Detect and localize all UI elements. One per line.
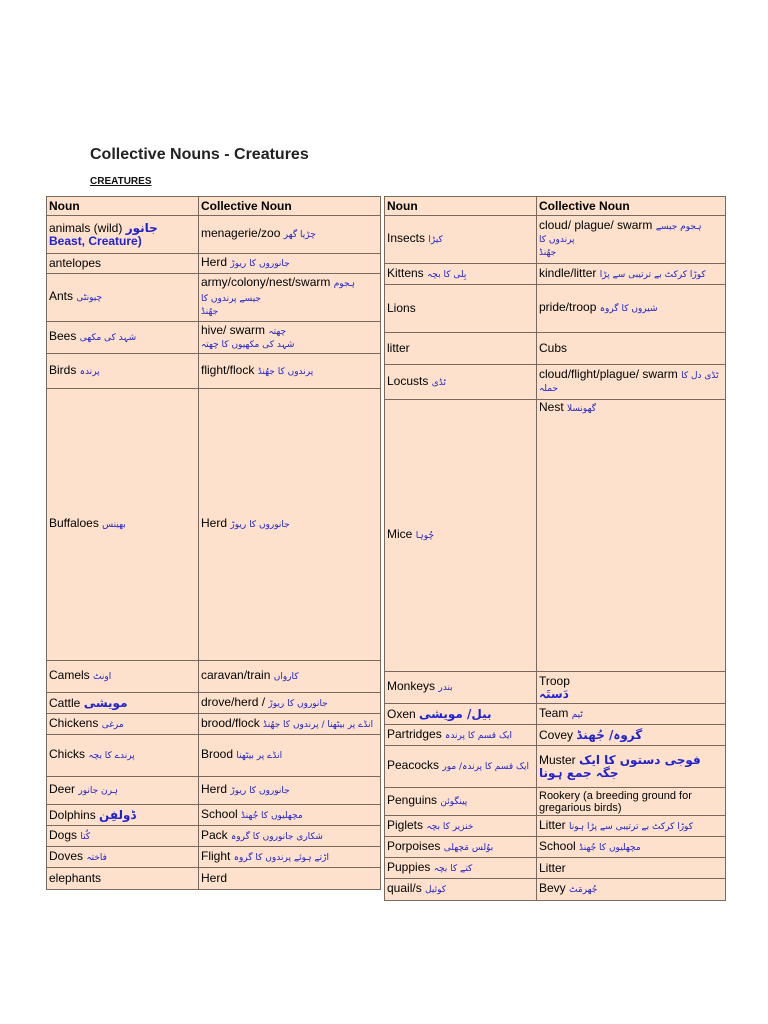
collective-cell: [199, 735, 381, 777]
collective-urdu: فوجی دستوں کا ایک جگہ جمع ہونا: [539, 752, 701, 780]
collective-text: Litter: [539, 860, 566, 875]
collective-urdu: شیروں کا گروہ: [599, 304, 658, 314]
noun-cell: [47, 805, 199, 826]
collective-text: Bevy: [539, 881, 566, 895]
table-row: [47, 354, 381, 389]
collective-text: Litter: [539, 817, 566, 832]
collective-text: pride/troop: [539, 300, 597, 314]
noun-cell: [385, 858, 537, 879]
noun-text: litter: [387, 341, 410, 355]
collective-cell: [199, 389, 381, 661]
noun-urdu: اونٹ: [93, 672, 112, 682]
noun-cell: [47, 693, 199, 714]
noun-urdu: کتے کا بچہ: [433, 863, 473, 874]
collective-cell: [537, 285, 726, 333]
collective-text: kindle/litter: [539, 265, 597, 280]
left-nouns-table: [46, 196, 381, 890]
table-row: [47, 805, 381, 826]
noun-cell: [385, 704, 537, 725]
noun-cell: [47, 661, 199, 693]
collective-text: School: [201, 806, 238, 821]
collective-urdu-2: شہد کی مکھیوں کا چھتہ: [201, 339, 295, 350]
collective-cell: [199, 254, 381, 274]
collective-cell: [199, 826, 381, 847]
collective-cell: [537, 333, 726, 365]
collective-text: drove/herd /: [201, 694, 266, 709]
collective-text: Pack: [201, 827, 228, 842]
noun-cell: [47, 777, 199, 805]
noun-cell: [47, 847, 199, 868]
noun-text: Chicks: [49, 747, 86, 761]
noun-cell: [385, 264, 537, 285]
collective-urdu-3: جھُنڈ: [539, 248, 557, 258]
noun-urdu: ایک قسم کا پرندہ: [445, 730, 513, 741]
collective-text: army/colony/nest/swarm: [201, 275, 331, 289]
noun-text: Birds: [49, 362, 77, 377]
collective-urdu: جانوروں کا ریوڑ: [268, 698, 328, 709]
collective-text: Flight: [201, 848, 231, 863]
collective-urdu: ہجوم جیسے پرندوں کا: [201, 279, 356, 304]
collective-urdu: انڈے پر بیٹھنا: [236, 751, 283, 761]
collective-cell: [199, 693, 381, 714]
noun-text: Cattle: [49, 695, 81, 710]
table-row: [385, 672, 726, 704]
collective-urdu: ٹڈی دل کا: [681, 371, 719, 381]
noun-urdu: بیل/ مویشی: [419, 706, 492, 721]
noun-text: Porpoises: [387, 838, 441, 853]
collective-text: Covey: [539, 727, 574, 742]
collective-text: Team: [539, 705, 569, 720]
table-row: [47, 661, 381, 693]
noun-cell: [385, 216, 537, 264]
collective-text: flight/flock: [201, 362, 255, 377]
header-noun: Noun: [47, 197, 199, 216]
collective-urdu: چڑیا گھر: [283, 230, 316, 240]
noun-cell: [47, 254, 199, 274]
table-header-row: [385, 197, 726, 216]
noun-urdu: مویشی: [83, 695, 128, 710]
collective-text: brood/flock: [201, 715, 260, 730]
collective-urdu-2: جھُنڈ: [201, 307, 219, 317]
noun-text: Oxen: [387, 706, 416, 721]
collective-urdu: ٹیم: [571, 709, 583, 720]
table-row: [385, 216, 726, 264]
noun-urdu: بوُلس مَچھلی: [443, 842, 494, 853]
table-row: [385, 746, 726, 788]
collective-text: hive/ swarm: [201, 322, 266, 337]
header-collective: Collective Noun: [537, 197, 726, 216]
collective-urdu: کارواں: [273, 672, 299, 682]
collective-cell: [199, 274, 381, 322]
collective-cell: [199, 354, 381, 389]
collective-cell: [537, 879, 726, 901]
noun-text: Buffaloes: [49, 516, 99, 530]
noun-text: Deer: [49, 782, 76, 796]
noun-cell: [385, 879, 537, 901]
collective-cell: [199, 868, 381, 890]
collective-cell: [199, 847, 381, 868]
collective-urdu: گھونسلا: [567, 404, 597, 414]
noun-urdu: پرندے کا بچہ: [88, 751, 135, 761]
noun-cell: [385, 400, 537, 672]
noun-text: Bees: [49, 329, 77, 343]
collective-urdu: چھتہ: [268, 326, 287, 337]
noun-cell: [385, 725, 537, 746]
collective-text: Troop: [539, 673, 570, 688]
noun-cell: [385, 816, 537, 837]
noun-text: Peacocks: [387, 758, 440, 772]
noun-cell: [47, 868, 199, 890]
noun-cell: [47, 322, 199, 354]
collective-cell: [537, 816, 726, 837]
collective-text: Muster: [539, 752, 576, 767]
collective-cell: [199, 805, 381, 826]
noun-urdu: جانور: [125, 220, 158, 235]
table-row: [47, 693, 381, 714]
noun-urdu: ڈولفِن: [99, 807, 136, 822]
noun-urdu: بھینس: [102, 520, 126, 530]
collective-text: menagerie/zoo: [201, 226, 281, 240]
section-subtitle: CREATURES: [90, 176, 152, 187]
table-row: [47, 216, 381, 254]
collective-cell: [199, 777, 381, 805]
noun-text: Camels: [49, 668, 90, 682]
collective-urdu: پرندوں کا جھُنڈ: [257, 366, 314, 377]
noun-text: Dogs: [49, 827, 78, 842]
table-row: [47, 847, 381, 868]
collective-cell: [537, 672, 726, 704]
noun-urdu: کُتا: [80, 831, 91, 842]
collective-urdu: جُھرمَٹ: [569, 885, 598, 895]
noun-text: elephants: [49, 871, 102, 885]
table-header-row: [47, 197, 381, 216]
table-row: [47, 322, 381, 354]
collective-cell: [199, 661, 381, 693]
collective-cell: [199, 216, 381, 254]
collective-cell: [537, 400, 726, 672]
right-nouns-table: [384, 196, 726, 901]
collective-cell: [537, 264, 726, 285]
noun-urdu: مرغی: [101, 719, 124, 730]
noun-text: Insects: [387, 231, 426, 245]
collective-text: Rookery: [539, 789, 580, 802]
header-collective: Collective Noun: [199, 197, 381, 216]
noun-cell: [47, 354, 199, 389]
collective-text: Herd: [201, 871, 228, 885]
table-row: [47, 826, 381, 847]
noun-text: Piglets: [387, 817, 424, 832]
table-row: [47, 254, 381, 274]
collective-cell: [537, 837, 726, 858]
collective-urdu: انڈے پر بیٹھنا / پرندوں کا جھُنڈ: [263, 719, 374, 730]
table-row: [47, 735, 381, 777]
noun-urdu: بِلی کا بچہ: [427, 269, 467, 280]
table-row: [385, 365, 726, 400]
noun-cell: [47, 389, 199, 661]
noun-urdu: پرندہ: [79, 366, 100, 377]
table-row: [385, 725, 726, 746]
noun-extra: Beast, Creature): [49, 233, 142, 248]
noun-urdu: پینگوئن: [440, 797, 468, 807]
noun-text: Mice: [387, 527, 413, 541]
noun-text: Partridges: [387, 726, 442, 741]
collective-text: cloud/flight/plague/ swarm: [539, 367, 678, 381]
collective-urdu-2: حملہ: [539, 384, 559, 394]
noun-text: Dolphins: [49, 807, 96, 822]
collective-text: Cubs: [539, 341, 568, 355]
noun-urdu: کیڑا: [428, 235, 443, 245]
noun-cell: [47, 826, 199, 847]
collective-urdu: کوڑا کرکٹ بے ترتیبی سے پڑا: [599, 269, 706, 280]
noun-cell: [385, 333, 537, 365]
collective-cell: [199, 322, 381, 354]
table-row: [385, 837, 726, 858]
noun-text: Penguins: [387, 793, 438, 807]
noun-text: quail/s: [387, 881, 422, 895]
collective-text: Brood: [201, 747, 234, 761]
noun-urdu: ایک قسم کا پرندہ/ مور: [442, 762, 530, 772]
collective-cell: [537, 216, 726, 264]
collective-urdu-2: پرندوں کا: [539, 235, 575, 245]
collective-text: cloud/ plague/ swarm: [539, 218, 653, 232]
collective-cell: [537, 725, 726, 746]
noun-cell: [47, 735, 199, 777]
table-row: [385, 285, 726, 333]
header-noun: Noun: [385, 197, 537, 216]
table-row: [385, 264, 726, 285]
collective-cell: [537, 746, 726, 788]
collective-text: Nest: [539, 400, 564, 414]
table-row: [385, 879, 726, 901]
collective-urdu: اڑتے ہوئے پرندوں کا گروہ: [233, 852, 330, 863]
collective-cell: [537, 858, 726, 879]
noun-cell: [385, 837, 537, 858]
noun-cell: [385, 788, 537, 816]
noun-text: Ants: [49, 289, 74, 303]
noun-cell: [385, 365, 537, 400]
noun-urdu: بندر: [438, 683, 453, 693]
noun-text: Chickens: [49, 715, 99, 730]
noun-cell: [385, 285, 537, 333]
collective-urdu: ہجوم جیسے: [655, 222, 702, 232]
noun-urdu: ہرن جانور: [78, 786, 118, 796]
collective-cell: [199, 714, 381, 735]
table-row: [385, 816, 726, 837]
noun-urdu: شہد کی مکھی: [79, 333, 137, 343]
noun-text: Lions: [387, 301, 416, 315]
noun-cell: [47, 714, 199, 735]
collective-urdu: مچھلیوں کا جُھنڈ: [579, 842, 641, 853]
collective-text: Herd: [201, 516, 228, 530]
noun-text: Kittens: [387, 265, 424, 280]
collective-urdu: دَستَہ: [539, 686, 569, 701]
noun-text: antelopes: [49, 256, 102, 270]
noun-text: animals (wild): [49, 220, 123, 235]
noun-urdu: خنزیر کا بچہ: [426, 821, 474, 832]
noun-urdu: چُوہا: [415, 531, 434, 541]
collective-text: School: [539, 838, 576, 853]
table-row: [385, 333, 726, 365]
noun-cell: [385, 672, 537, 704]
table-row: [385, 400, 726, 672]
table-row: [47, 389, 381, 661]
collective-cell: [537, 704, 726, 725]
collective-text: caravan/train: [201, 668, 271, 682]
collective-urdu: جانوروں کا ریوڑ: [230, 786, 290, 796]
collective-text: Herd: [201, 255, 228, 269]
collective-extra: (a breeding ground for gregarious birds): [539, 789, 692, 814]
table-row: [47, 868, 381, 890]
table-row: [385, 704, 726, 725]
noun-urdu: فاختہ: [86, 852, 107, 863]
noun-cell: [47, 216, 199, 254]
noun-text: Locusts: [387, 373, 429, 388]
collective-cell: [537, 788, 726, 816]
collective-urdu: شکاری جانوروں کا گروہ: [231, 831, 323, 842]
page-title: Collective Nouns - Creatures: [90, 146, 309, 163]
collective-urdu: جانوروں کا ریوڑ: [230, 520, 290, 530]
noun-text: Monkeys: [387, 679, 436, 693]
noun-cell: [385, 746, 537, 788]
noun-text: Puppies: [387, 859, 431, 874]
collective-urdu: جانوروں کا ریوڑ: [230, 259, 290, 269]
table-row: [47, 714, 381, 735]
noun-text: Doves: [49, 848, 84, 863]
noun-cell: [47, 274, 199, 322]
collective-urdu: گروہ/ جُھنڈ: [576, 727, 643, 742]
collective-urdu: مچھلیوں کا جُھنڈ: [241, 810, 303, 821]
collective-urdu: کوڑا کرکٹ بے ترتیبی سے پڑا ہونا: [569, 821, 693, 832]
table-row: [47, 274, 381, 322]
collective-text: Herd: [201, 782, 228, 796]
table-row: [385, 858, 726, 879]
collective-cell: [537, 365, 726, 400]
noun-urdu: ٹڈی: [431, 377, 446, 388]
noun-urdu: کوئیل: [425, 885, 447, 895]
table-row: [385, 788, 726, 816]
noun-urdu: چیونٹی: [76, 293, 103, 303]
table-row: [47, 777, 381, 805]
